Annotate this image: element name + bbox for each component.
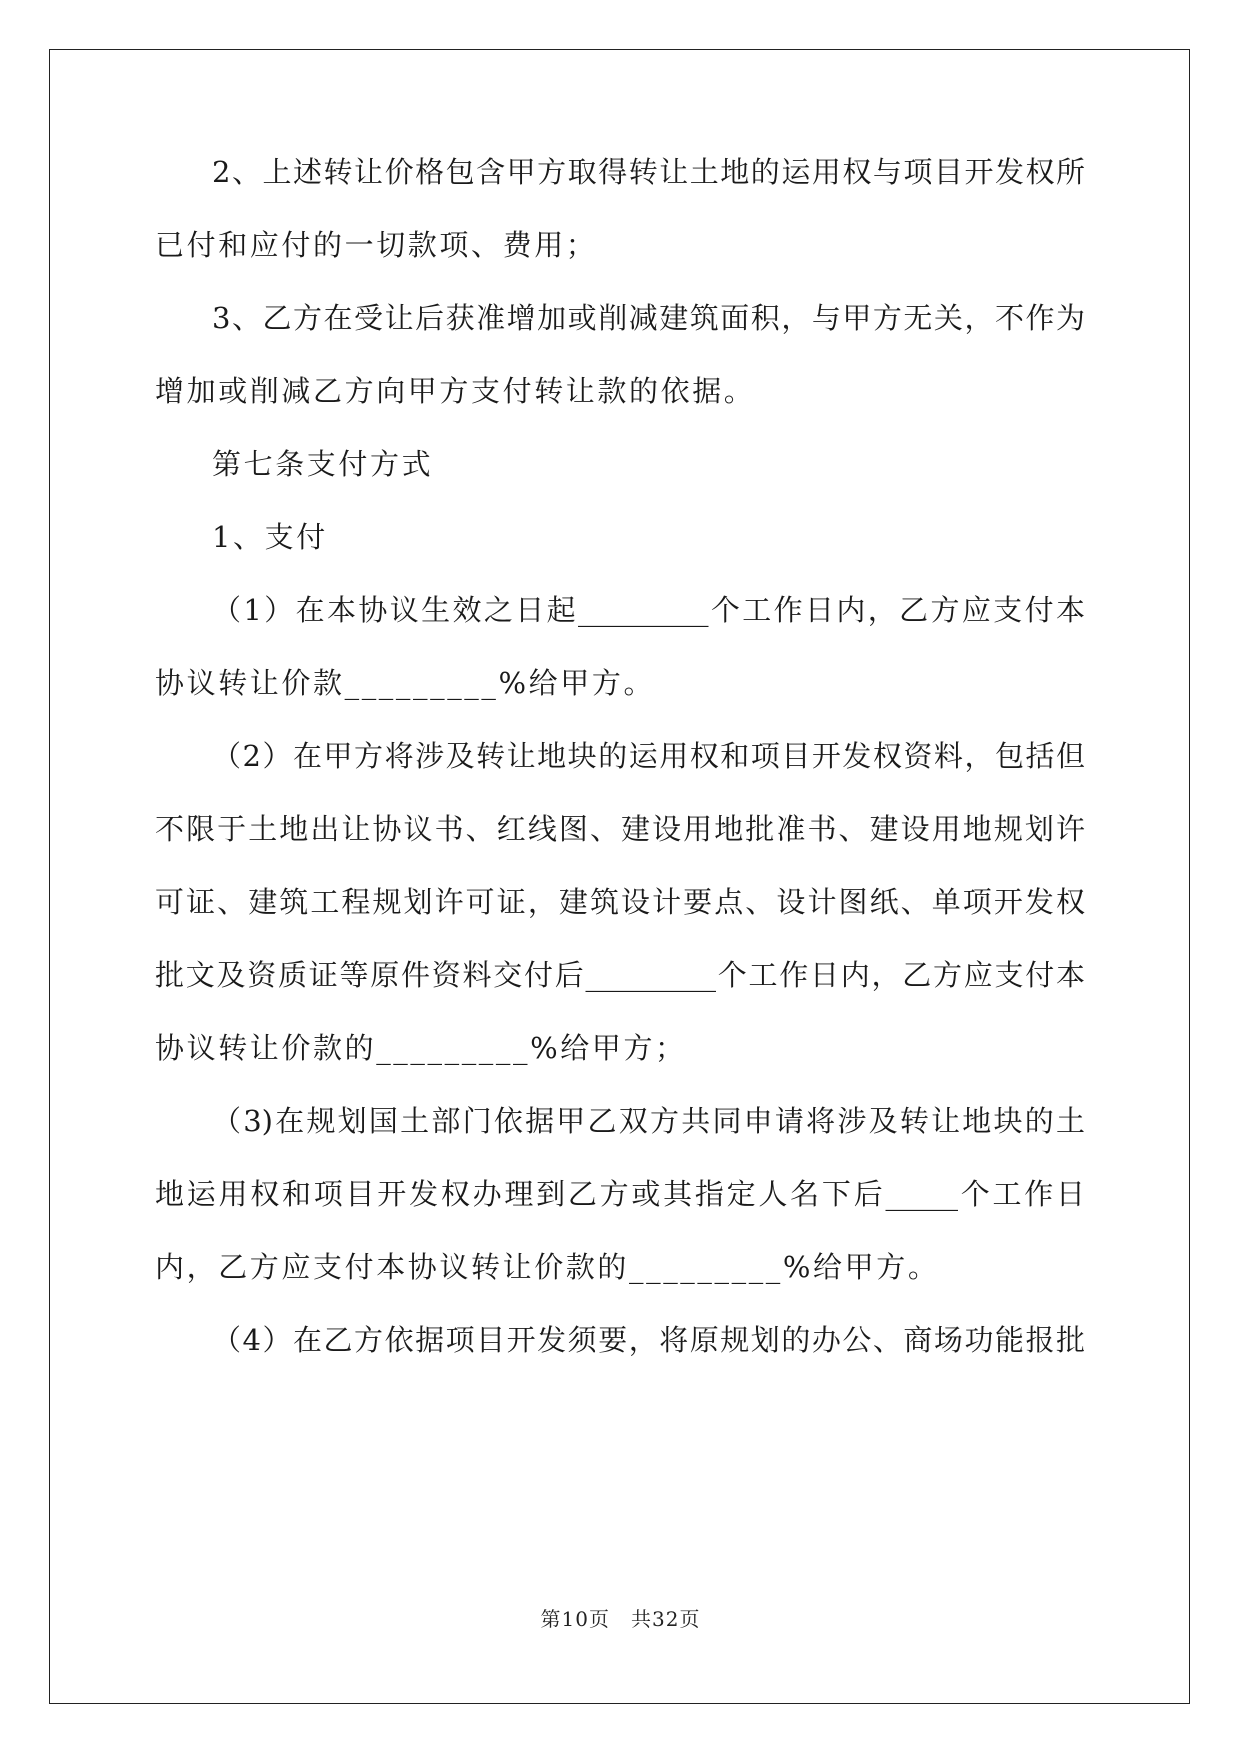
subsection-heading: 1、支付 xyxy=(212,520,328,554)
paragraph-line: （3)在规划国土部门依据甲乙双方共同申请将涉及转让地块的土 xyxy=(212,1104,1085,1138)
paragraph-line: 不限于土地出让协议书、红线图、建设用地批准书、建设用地规划许 xyxy=(155,812,1085,846)
paragraph-line: 协议转让价款的_________%给甲方； xyxy=(155,1031,687,1065)
page-number-footer: 第10页 共32页 xyxy=(540,1607,701,1631)
paragraph-line: 内，乙方应支付本协议转让价款的_________%给甲方。 xyxy=(155,1250,940,1284)
paragraph-line: 2、上述转让价格包含甲方取得转让土地的运用权与项目开发权所 xyxy=(212,155,1085,189)
paragraph-line: 已付和应付的一切款项、费用； xyxy=(155,228,598,262)
paragraph-line: 增加或削减乙方向甲方支付转让款的依据。 xyxy=(155,374,756,408)
paragraph-line: （2）在甲方将涉及转让地块的运用权和项目开发权资料，包括但 xyxy=(212,739,1085,773)
paragraph-line: 地运用权和项目开发权办理到乙方或其指定人名下后_____个工作日 xyxy=(155,1177,1085,1211)
paragraph-line: 3、乙方在受让后获准增加或削减建筑面积，与甲方无关，不作为 xyxy=(212,301,1085,335)
paragraph-line: （4）在乙方依据项目开发须要，将原规划的办公、商场功能报批 xyxy=(212,1323,1085,1357)
paragraph-line: 协议转让价款_________%给甲方。 xyxy=(155,666,656,700)
paragraph-line: 可证、建筑工程规划许可证，建筑设计要点、设计图纸、单项开发权 xyxy=(155,885,1085,919)
paragraph-line: （1）在本协议生效之日起_________个工作日内，乙方应支付本 xyxy=(212,593,1085,627)
paragraph-line: 批文及资质证等原件资料交付后_________个工作日内，乙方应支付本 xyxy=(155,958,1085,992)
section-heading: 第七条支付方式 xyxy=(212,447,434,481)
